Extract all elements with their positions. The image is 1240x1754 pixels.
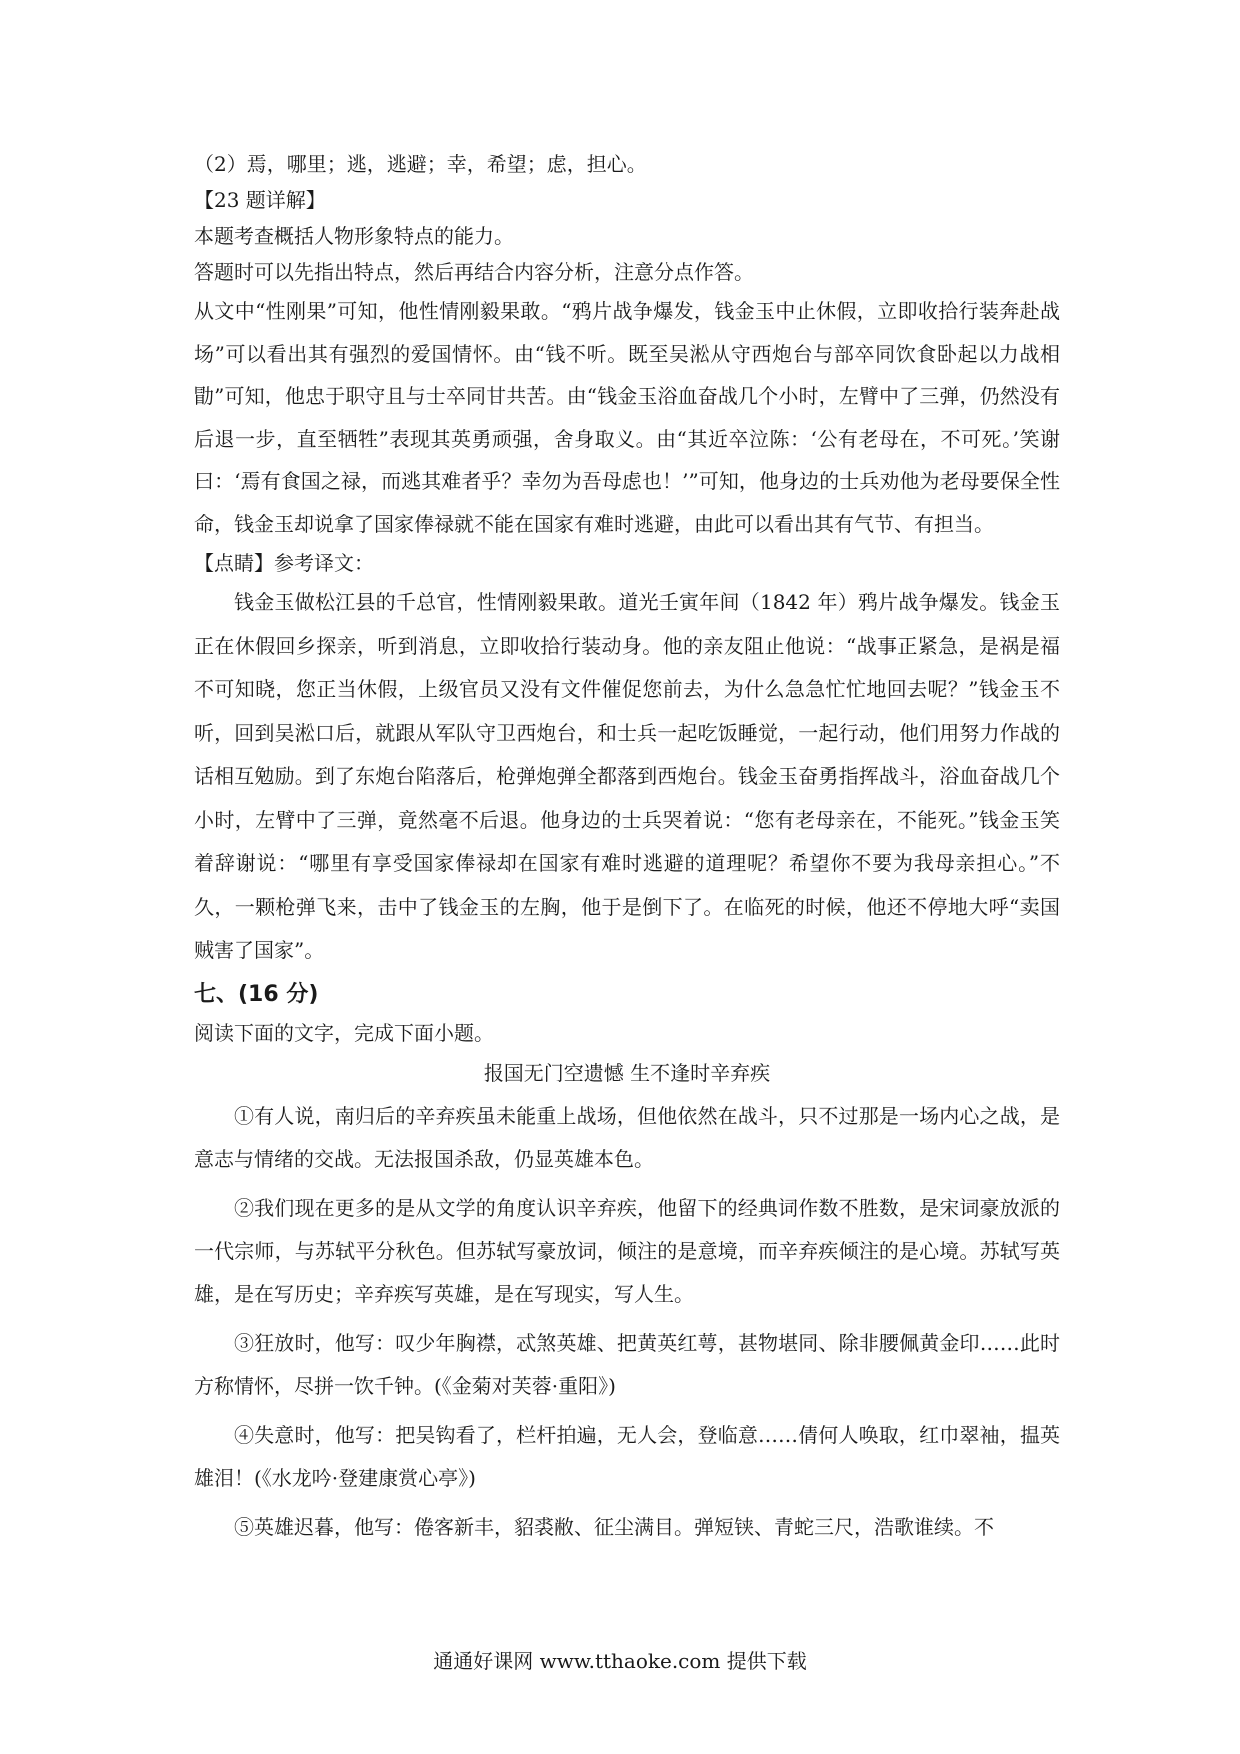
translation-paragraph: 钱金玉做松江县的千总官，性情刚毅果敢。道光壬寅年间（1842 年）鸦片战争爆发。钱金玉正在休假回乡探亲，听到消息，立即收拾行装动身。他的亲友阻止他说：“战事正紧急，是祸是福不可知晓，您正当休假，上级官员又没有文件催促您前去，为什么急急忙忙地回去呢？”钱金玉不听，回到吴淞口后，就跟从军队守卫西炮台，和士兵一起吃饭睡觉，一起行动，他们用努力作战的话相互勉励。到了东炮台陷落后，枪弹炮弹全都落到西炮台。钱金玉奋勇指挥战斗，浴血奋战几个小时，左臂中了三弹，竟然毫不后退。他身边的士兵哭着说：“您有老母亲在，不能死。”钱金玉笑着辞谢说：“哪里有享受国家俸禄却在国家有难时逃避的道理呢？希望你不要为我母亲担心。”不久，一颗枪弹飞来，击中了钱金玉的左胸，他于是倒下了。在临死的时候，他还不停地大呼“卖国贼害了国家”。	[194, 590, 1060, 962]
q23-analysis-paragraph: 从文中“性刚果”可知，他性情刚毅果敢。“鸦片战争爆发，钱金玉中止休假，立即收拾行装奔赴战场”可以看出其有强烈的爱国情怀。由“钱不听。既至吴淞从守西炮台与部卒同饮食卧起以力战相勖”可知，他忠于职守且与士卒同甘共苦。由“钱金玉浴血奋战几个小时，左臂中了三弹，仍然没有后退一步，直至牺牲”表现其英勇顽强，舍身取义。由“其近卒泣陈：‘公有老母在，不可死。’笑谢曰：‘焉有食国之禄，而逃其难者乎？幸勿为吾母虑也！’”可知，他身边的士兵劝他为老母要保全性命，钱金玉却说拿了国家俸禄就不能在国家有难时逃避，由此可以看出其有气节、有担当。	[194, 299, 1060, 536]
q23-heading: 【23 题详解】	[194, 188, 326, 212]
article-title: 报国无门空遗憾 生不逢时辛弃疾	[483, 1060, 771, 1085]
article-paragraph: ②我们现在更多的是从文学的角度认识辛弃疾，他留下的经典词作数不胜数，是宋词豪放派的一代宗师，与苏轼平分秋色。但苏轼写豪放词，倾注的是意境，而辛弃疾倾注的是心境。苏轼写英雄，是在写历史；辛弃疾写英雄，是在写现实，写人生。	[194, 1195, 1060, 1306]
page-footer: 通通好课网 www.tthaoke.com 提供下载	[433, 1649, 807, 1673]
q23-intro-line-2: 答题时可以先指出特点，然后再结合内容分析，注意分点作答。	[194, 260, 754, 284]
article-paragraph: ③狂放时，他写：叹少年胸襟，忒煞英雄、把黄英红萼，甚物堪同、除非腰佩黄金印……此时方称情怀，尽拼一饮千钟。(《金菊对芙蓉·重阳》)	[194, 1330, 1060, 1398]
article-paragraph: ④失意时，他写：把吴钩看了，栏杆拍遍，无人会，登临意……倩何人唤取，红巾翠袖，揾英雄泪！(《水龙吟·登建康赏心亭》)	[194, 1422, 1060, 1490]
article-paragraph: ①有人说，南归后的辛弃疾虽未能重上战场，但他依然在战斗，只不过那是一场内心之战，是意志与情绪的交战。无法报国杀敌，仍显英雄本色。	[194, 1103, 1060, 1171]
section-7-heading: 七、(16 分)	[194, 981, 319, 1007]
answer-line: （2）焉，哪里；逃，逃避；幸，希望；虑，担心。	[194, 152, 647, 176]
q23-intro-line-1: 本题考查概括人物形象特点的能力。	[194, 224, 514, 248]
article-paragraph: ⑤英雄迟暮，他写：倦客新丰，貂裘敝、征尘满目。弹短铗、青蛇三尺，浩歌谁续。不	[234, 1514, 994, 1539]
section-7-instruction: 阅读下面的文字，完成下面小题。	[194, 1020, 494, 1045]
article-body	[194, 1095, 1060, 1549]
dianjing-heading: 【点睛】参考译文：	[194, 551, 374, 575]
page-content	[194, 146, 1060, 1549]
